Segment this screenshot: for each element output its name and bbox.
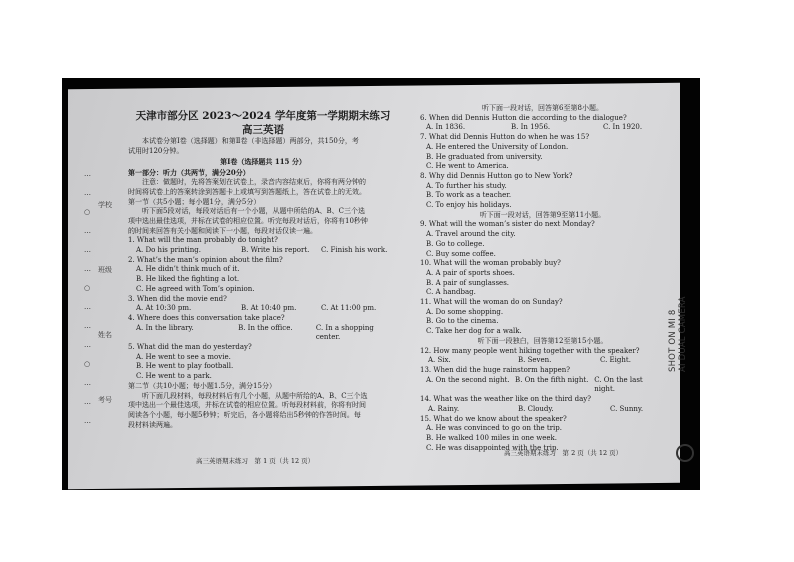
margin-glyph: …: [84, 322, 91, 330]
exam-title: 天津市部分区 2023～2024 学年度第一学期期末练习: [135, 110, 391, 122]
margin-glyph: …: [84, 379, 91, 387]
listening-instruction: 听下面一段对话，回答第6至第8小题。: [482, 104, 603, 112]
margin-glyph: …: [84, 170, 91, 178]
option: C. He was disappointed with the trip.: [426, 443, 559, 452]
option: A. On the second night.: [426, 375, 510, 384]
question-13: 13. When did the huge rainstorm happen?: [420, 365, 571, 374]
camera-ring-icon: [676, 444, 694, 462]
margin-label-school: 学校: [98, 201, 112, 209]
option: B. In 1956.: [511, 123, 551, 132]
section1-intro: 的时间来回答有关小题和阅读下一小题，每段对话仅读一遍。: [128, 226, 317, 235]
section1-intro: 项中选出最佳选项，并标在试卷的相应位置。听完每段对话后，你将有10秒钟: [128, 216, 368, 225]
question-15: 15. What do we know about the speaker?: [420, 414, 567, 423]
option: C. He went to a park.: [136, 372, 212, 381]
question-10: 10. What will the woman probably buy?: [420, 259, 561, 268]
option: C. On the last night.: [594, 375, 643, 394]
margin-label-class: 班级: [98, 266, 112, 274]
section2-intro: 听下面几段材料，每段材料后有几个小题，从题中所给的A、B、C三个选: [142, 391, 368, 400]
intro-text: 本试卷分第Ⅰ卷（选择题）和第Ⅱ卷（非选择题）两部分，共150分，考: [142, 137, 359, 145]
exam-subject: 高三英语: [242, 124, 284, 136]
option: A. He didn’t think much of it.: [136, 265, 240, 274]
option: B. He liked the fighting a lot.: [136, 275, 240, 284]
option: A. A pair of sports shoes.: [426, 268, 515, 277]
option: A. Do some shopping.: [426, 307, 504, 316]
left-page: [128, 110, 398, 430]
option: A. Travel around the city.: [426, 230, 516, 239]
question-5: 5. What did the man do yesterday?: [128, 343, 252, 352]
option: A. Do his printing.: [136, 246, 201, 255]
margin-glyph: ○: [84, 284, 91, 292]
option: B. Go to college.: [426, 239, 485, 248]
section1-intro: 听下面5段对话，每段对话后有一个小题，从题中所给的A、B、C三个选: [142, 207, 366, 216]
option: C. In 1920.: [603, 123, 643, 132]
section2-intro: 阅读各个小题，每小题5秒钟；听完后，各小题将给出5秒钟的作答时间。每: [128, 410, 361, 419]
margin-label-id: 考号: [98, 396, 112, 404]
option: B. Go to the cinema.: [426, 317, 499, 326]
option: B. He went to play football.: [136, 362, 234, 371]
margin-glyph: …: [84, 227, 91, 235]
margin-glyph: ○: [84, 208, 91, 216]
option: C. Finish his work.: [321, 246, 388, 255]
option: C. A handbag.: [426, 288, 476, 297]
options-row: [128, 324, 398, 343]
intro-text: 试用时120分钟。: [128, 146, 184, 155]
part1-heading: 第一部分：听力（共两节，满分20分）: [128, 168, 250, 178]
volume-heading: 第Ⅰ卷（选择题共 115 分）: [220, 157, 306, 167]
notes-text: 时间将试卷上的答案转涂到答题卡上或填写到答题纸上，答在试卷上的无效。: [128, 187, 366, 196]
question-14: 14. What was the weather like on the third day?: [420, 395, 591, 404]
options-row: [420, 123, 665, 133]
watermark-line-1: SHOT ON MI 8: [668, 309, 678, 372]
question-9: 9. What will the woman’s sister do next Monday?: [420, 220, 595, 229]
camera-watermark: [668, 242, 688, 372]
margin-glyph: ○: [84, 360, 91, 368]
notes-text: 注意：做题时，先将答案划在试卷上，录音内容结束后，你将有两分钟的: [142, 178, 366, 187]
binding-margin: [78, 170, 118, 440]
option: A. In 1836.: [426, 123, 466, 132]
option: A. In the library.: [136, 323, 194, 332]
options-row: [420, 356, 665, 366]
option: A. To further his study.: [426, 181, 507, 190]
margin-glyph: …: [84, 246, 91, 254]
question-7: 7. What did Dennis Hutton do when he was 15?: [420, 133, 590, 142]
options-row: [420, 405, 665, 415]
options-row: [128, 246, 398, 256]
options-row: [128, 304, 398, 314]
section2-heading: 第二节（共10小题；每小题1.5分，满分15分）: [128, 381, 276, 390]
option: B. Seven.: [518, 356, 552, 365]
listening-instruction: 听下面一段独白，回答第12至第15小题。: [477, 336, 608, 345]
margin-glyph: …: [84, 303, 91, 311]
margin-glyph: …: [84, 265, 91, 273]
question-8: 8. Why did Dennis Hutton go to New York?: [420, 171, 573, 180]
question-3: 3. When did the movie end?: [128, 294, 227, 303]
option: A. He was convinced to go on the trip.: [426, 424, 562, 433]
option: A. Rainy.: [428, 404, 460, 413]
margin-glyph: …: [84, 398, 91, 406]
listening-instruction: 听下面一段对话，回答第9至第11小题。: [479, 210, 606, 219]
options-row: [420, 376, 665, 395]
page-footer-left: 高三英语期末练习 第 1 页（共 12 页）: [196, 457, 315, 465]
section2-intro: 段材料读两遍。: [128, 420, 177, 429]
option: A. He went to see a movie.: [136, 352, 231, 361]
option: C. Eight.: [600, 356, 631, 365]
option: C. He agreed with Tom’s opinion.: [136, 284, 255, 293]
section2-intro: 项中选出一个最佳选项，并标在试卷的相应位置。听每段材料前，你将有时间: [128, 401, 366, 410]
option: C. Buy some coffee.: [426, 249, 496, 258]
option: B. Write his report.: [241, 246, 310, 255]
margin-glyph: …: [84, 189, 91, 197]
option: B. Cloudy.: [518, 404, 554, 413]
margin-glyph: …: [84, 417, 91, 425]
option: A. At 10:30 pm.: [136, 304, 192, 313]
option: C. To enjoy his holidays.: [426, 201, 512, 210]
option: B. At 10:40 pm.: [241, 304, 297, 313]
question-11: 11. What will the woman do on Sunday?: [420, 298, 563, 307]
question-2: 2. What’s the man’s opinion about the film?: [128, 255, 283, 264]
section1-heading: 第一节（共5小题；每小题1分，满分5分）: [128, 197, 261, 206]
option: C. In a shopping center.: [315, 323, 374, 342]
question-4: 4. Where does this conversation take place?: [128, 313, 285, 322]
option: B. He graduated from university.: [426, 152, 543, 161]
option: C. Take her dog for a walk.: [426, 327, 522, 336]
option: B. On the fifth night.: [515, 375, 589, 384]
option: C. At 11:00 pm.: [321, 304, 377, 313]
question-12: 12. How many people went hiking together with the speaker?: [420, 346, 640, 355]
question-6: 6. When did Dennis Hutton die according to the dialogue?: [420, 113, 627, 122]
option: B. He walked 100 miles in one week.: [426, 433, 558, 442]
page-footer-right: 高三英语期末练习 第 2 页（共 12 页）: [504, 449, 623, 457]
option: B. A pair of sunglasses.: [426, 278, 510, 287]
margin-label-name: 姓名: [98, 331, 112, 339]
option: C. Sunny.: [610, 404, 644, 413]
option: A. Six.: [428, 356, 451, 365]
option: C. He went to America.: [426, 162, 509, 171]
watermark-line-2: AI DUAL CAMERA: [678, 296, 688, 372]
option: B. To work as a teacher.: [426, 191, 512, 200]
question-1: 1. What will the man probably do tonight?: [128, 236, 278, 245]
option: B. In the office.: [238, 323, 293, 332]
option: A. He entered the University of London.: [426, 142, 569, 151]
right-page: [420, 104, 665, 453]
margin-glyph: …: [84, 341, 91, 349]
